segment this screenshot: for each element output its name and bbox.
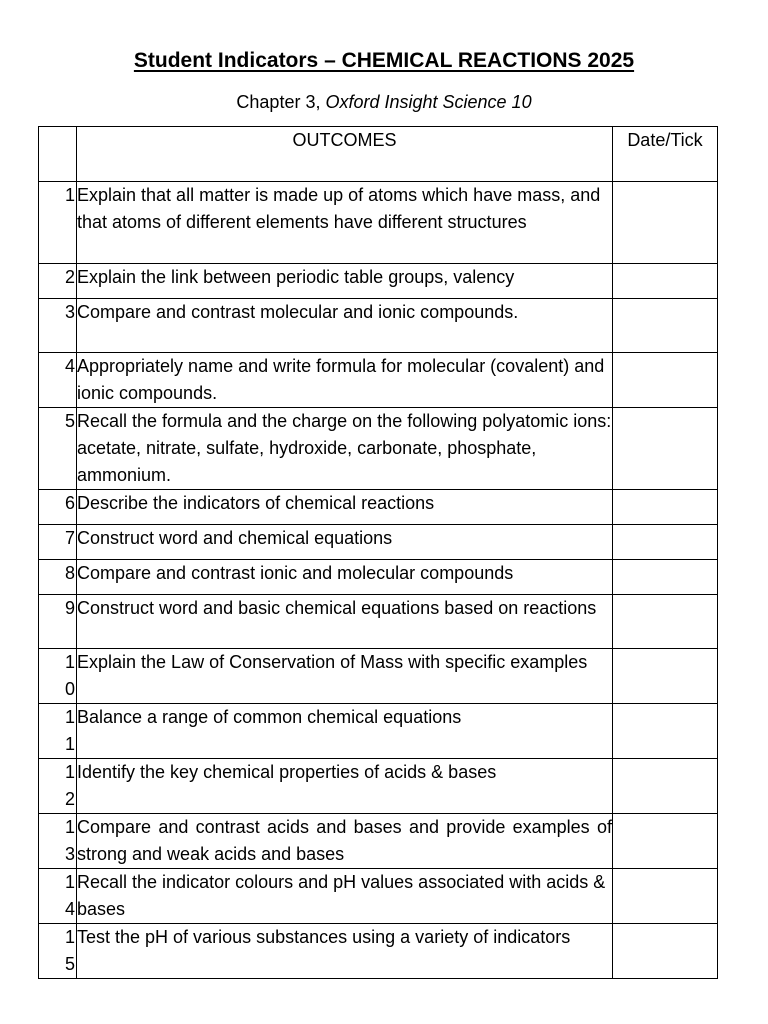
row-number: 15 xyxy=(39,924,77,979)
row-number: 4 xyxy=(39,353,77,408)
row-date-tick-cell[interactable] xyxy=(613,759,718,814)
header-outcomes: OUTCOMES xyxy=(77,127,613,182)
row-outcome: Explain the Law of Conservation of Mass with specific examples xyxy=(77,649,613,704)
table-row xyxy=(39,704,718,759)
table-row xyxy=(39,182,718,264)
table-row xyxy=(39,649,718,704)
table-header-row xyxy=(39,127,718,182)
row-number: 10 xyxy=(39,649,77,704)
header-date-tick: Date/Tick xyxy=(613,127,718,182)
subtitle-book: Oxford Insight Science 10 xyxy=(320,92,532,112)
row-date-tick-cell[interactable] xyxy=(613,649,718,704)
row-number: 2 xyxy=(39,264,77,299)
row-outcome: Balance a range of common chemical equations xyxy=(77,704,613,759)
table-row xyxy=(39,595,718,649)
row-number: 11 xyxy=(39,704,77,759)
row-outcome: Identify the key chemical properties of acids & bases xyxy=(77,759,613,814)
row-outcome: Compare and contrast ionic and molecular compounds xyxy=(77,560,613,595)
row-date-tick-cell[interactable] xyxy=(613,299,718,353)
table-row xyxy=(39,814,718,869)
table-row xyxy=(39,264,718,299)
table-row xyxy=(39,759,718,814)
row-outcome: Explain the link between periodic table groups, valency xyxy=(77,264,613,299)
row-date-tick-cell[interactable] xyxy=(613,924,718,979)
row-number: 9 xyxy=(39,595,77,649)
table-row xyxy=(39,869,718,924)
row-number: 13 xyxy=(39,814,77,869)
row-number: 1 xyxy=(39,182,77,264)
row-number: 6 xyxy=(39,490,77,525)
row-number: 7 xyxy=(39,525,77,560)
table-row xyxy=(39,525,718,560)
table-row xyxy=(39,560,718,595)
row-outcome: Compare and contrast molecular and ionic compounds. xyxy=(77,299,613,353)
document-subtitle xyxy=(0,90,768,114)
row-date-tick-cell[interactable] xyxy=(613,408,718,490)
row-outcome: Construct word and chemical equations xyxy=(77,525,613,560)
row-date-tick-cell[interactable] xyxy=(613,353,718,408)
row-date-tick-cell[interactable] xyxy=(613,595,718,649)
row-outcome: Compare and contrast acids and bases and provide examples of strong and weak acids and bases xyxy=(77,814,613,869)
row-date-tick-cell[interactable] xyxy=(613,182,718,264)
row-number: 3 xyxy=(39,299,77,353)
row-number: 5 xyxy=(39,408,77,490)
table-row xyxy=(39,299,718,353)
table-row xyxy=(39,408,718,490)
row-outcome: Construct word and basic chemical equations based on reactions xyxy=(77,595,613,649)
header-number xyxy=(39,127,77,182)
row-date-tick-cell[interactable] xyxy=(613,525,718,560)
outcomes-table xyxy=(38,126,718,979)
subtitle-chapter: Chapter 3, xyxy=(236,92,321,112)
row-outcome: Recall the indicator colours and pH values associated with acids & bases xyxy=(77,869,613,924)
row-outcome: Test the pH of various substances using a variety of indicators xyxy=(77,924,613,979)
row-number: 14 xyxy=(39,869,77,924)
table-row xyxy=(39,353,718,408)
row-number: 12 xyxy=(39,759,77,814)
row-date-tick-cell[interactable] xyxy=(613,264,718,299)
table-row xyxy=(39,490,718,525)
document-title: Student Indicators – CHEMICAL REACTIONS 2025 xyxy=(133,49,635,72)
row-outcome: Appropriately name and write formula for molecular (covalent) and ionic compounds. xyxy=(77,353,613,408)
row-outcome: Explain that all matter is made up of atoms which have mass, and that atoms of different elements have different structures xyxy=(77,182,613,264)
row-number: 8 xyxy=(39,560,77,595)
row-date-tick-cell[interactable] xyxy=(613,869,718,924)
row-date-tick-cell[interactable] xyxy=(613,560,718,595)
table-row xyxy=(39,924,718,979)
row-outcome: Describe the indicators of chemical reactions xyxy=(77,490,613,525)
row-date-tick-cell[interactable] xyxy=(613,704,718,759)
row-date-tick-cell[interactable] xyxy=(613,814,718,869)
row-outcome: Recall the formula and the charge on the following polyatomic ions: acetate, nitrate, sulfate, hydroxide, carbonate, phosphate, ammonium. xyxy=(77,408,613,490)
row-date-tick-cell[interactable] xyxy=(613,490,718,525)
